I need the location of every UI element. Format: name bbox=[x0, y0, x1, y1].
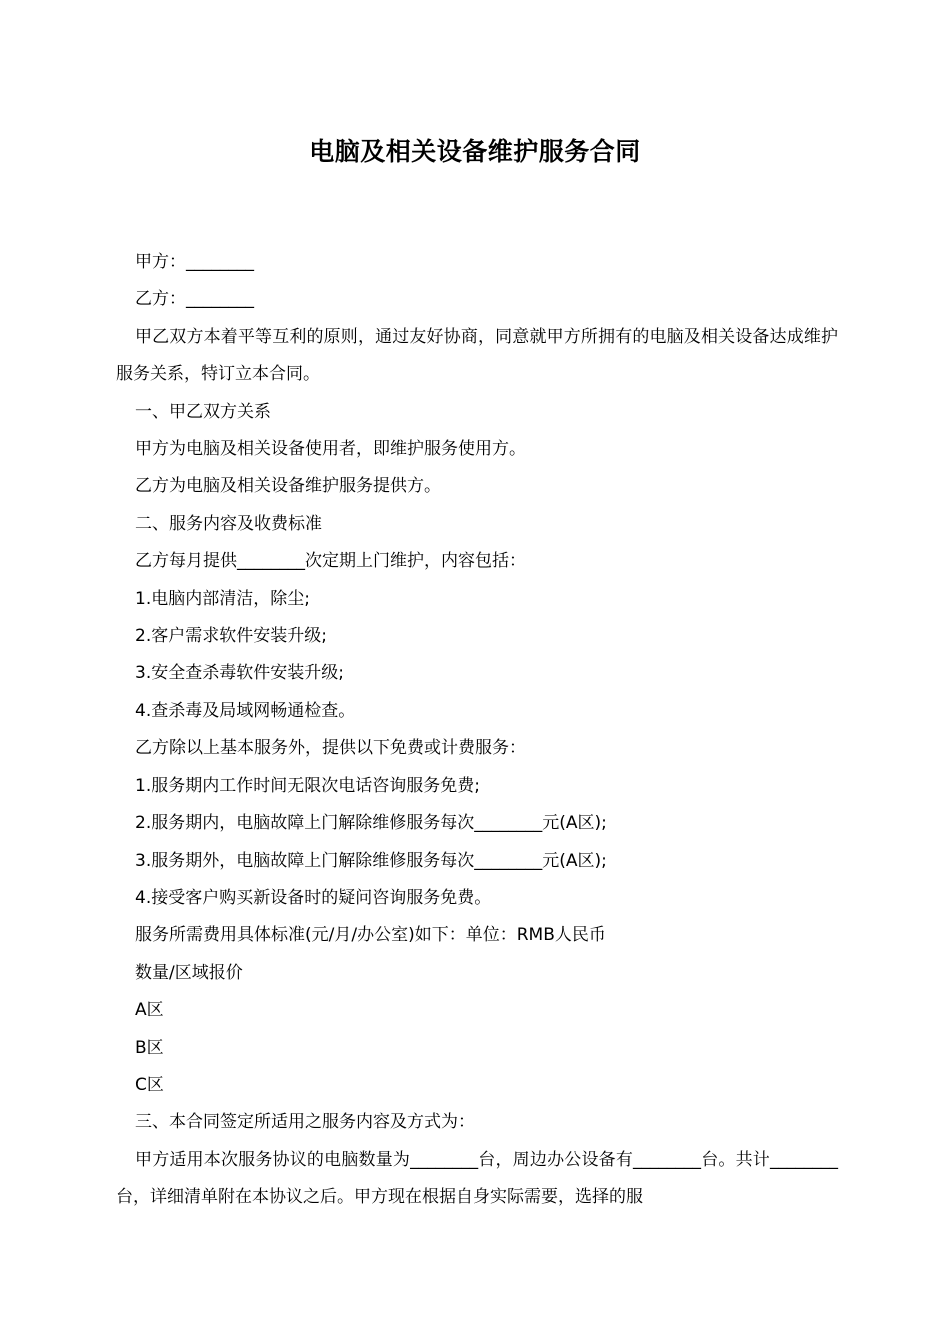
section-heading: 一、甲乙双方关系 bbox=[135, 401, 271, 422]
body-paragraph: 乙方每月提供________次定期上门维护，内容包括： bbox=[135, 551, 526, 572]
list-item: 3.服务期外，电脑故障上门解除维修服务每次________元(A区); bbox=[135, 850, 607, 871]
list-item: 1.服务期内工作时间无限次电话咨询服务免费; bbox=[135, 775, 480, 796]
list-item: 1.电脑内部清洁，除尘; bbox=[135, 588, 310, 609]
party-b-line: 乙方：________ bbox=[135, 289, 254, 310]
body-paragraph: 乙方为电脑及相关设备维护服务提供方。 bbox=[135, 476, 441, 497]
list-item: 4.查杀毒及局域网畅通检查。 bbox=[135, 700, 356, 721]
list-item: 2.服务期内，电脑故障上门解除维修服务每次________元(A区); bbox=[135, 813, 607, 834]
body-paragraph: 甲方适用本次服务协议的电脑数量为________台，周边办公设备有________台。共计________台，详细清单附在本协议之后。甲方现在根据自身实际需要，选择的服 bbox=[116, 1149, 838, 1208]
list-item: 3.安全查杀毒软件安装升级; bbox=[135, 663, 344, 684]
list-item: 4.接受客户购买新设备时的疑问咨询服务免费。 bbox=[135, 887, 492, 908]
section-heading: 三、本合同签定所适用之服务内容及方式为： bbox=[135, 1112, 475, 1133]
list-item: 2.客户需求软件安装升级; bbox=[135, 626, 327, 647]
document-body bbox=[116, 244, 838, 1217]
region-label: A区 bbox=[135, 1000, 164, 1021]
region-label: B区 bbox=[135, 1037, 164, 1058]
body-paragraph: 甲方为电脑及相关设备使用者，即维护服务使用方。 bbox=[135, 439, 526, 460]
body-paragraph: 服务所需费用具体标准(元/月/办公室)如下：单位：RMB人民币 bbox=[135, 925, 606, 946]
document-title: 电脑及相关设备维护服务合同 bbox=[309, 137, 641, 166]
section-heading: 二、服务内容及收费标准 bbox=[135, 513, 322, 534]
body-paragraph: 乙方除以上基本服务外，提供以下免费或计费服务： bbox=[135, 738, 526, 759]
table-header-text: 数量/区域报价 bbox=[135, 962, 243, 983]
region-label: C区 bbox=[135, 1074, 164, 1095]
party-a-line: 甲方：________ bbox=[135, 252, 254, 272]
preamble-paragraph: 甲乙双方本着平等互利的原则，通过友好协商，同意就甲方所拥有的电脑及相关设备达成维护服务关系，特订立本合同。 bbox=[116, 326, 838, 385]
